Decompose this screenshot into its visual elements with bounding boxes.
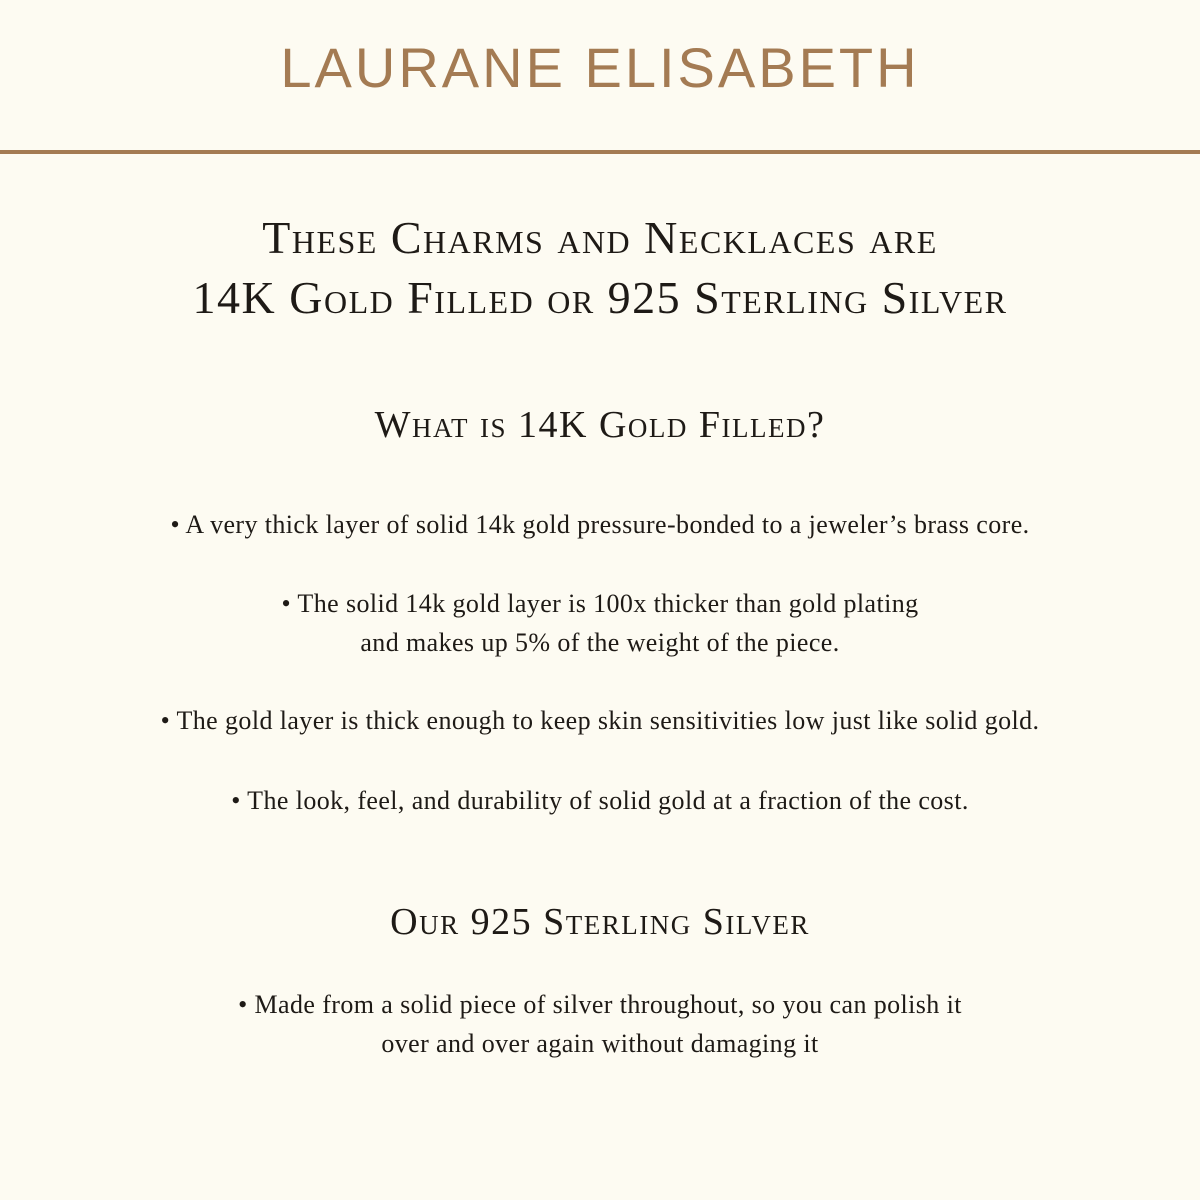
- silver-bullet-1-line-1: • Made from a solid piece of silver throughout, so you can polish it: [238, 990, 962, 1019]
- brand-logo-text: LAURANE ELISABETH: [280, 36, 920, 99]
- gold-bullet-3-line-1: • The gold layer is thick enough to keep skin sensitivities low just like solid gold.: [160, 706, 1040, 735]
- headline-line-2: 14K Gold Filled or 925 Sterling Silver: [192, 272, 1008, 323]
- header-divider: [0, 150, 1200, 154]
- gold-bullet-2: [0, 584, 1200, 662]
- headline-line-1: These Charms and Necklaces are: [262, 212, 938, 263]
- gold-bullet-2-line-2: and makes up 5% of the weight of the piece.: [360, 628, 840, 657]
- gold-bullet-3: [0, 701, 1200, 740]
- gold-filled-heading: What is 14K Gold Filled?: [374, 404, 826, 446]
- gold-bullet-4: [0, 781, 1200, 820]
- silver-bullet-1-line-2: over and over again without damaging it: [381, 1029, 819, 1058]
- headline: [0, 208, 1200, 328]
- silver-bullet-1: [0, 985, 1200, 1063]
- gold-bullet-1-line-1: • A very thick layer of solid 14k gold pressure-bonded to a jeweler’s brass core.: [170, 510, 1030, 539]
- sterling-silver-heading: Our 925 Sterling Silver: [390, 901, 810, 943]
- gold-bullet-4-line-1: • The look, feel, and durability of solid gold at a fraction of the cost.: [231, 786, 969, 815]
- gold-bullet-2-line-1: • The solid 14k gold layer is 100x thicker than gold plating: [281, 589, 919, 618]
- gold-bullet-1: [0, 505, 1200, 544]
